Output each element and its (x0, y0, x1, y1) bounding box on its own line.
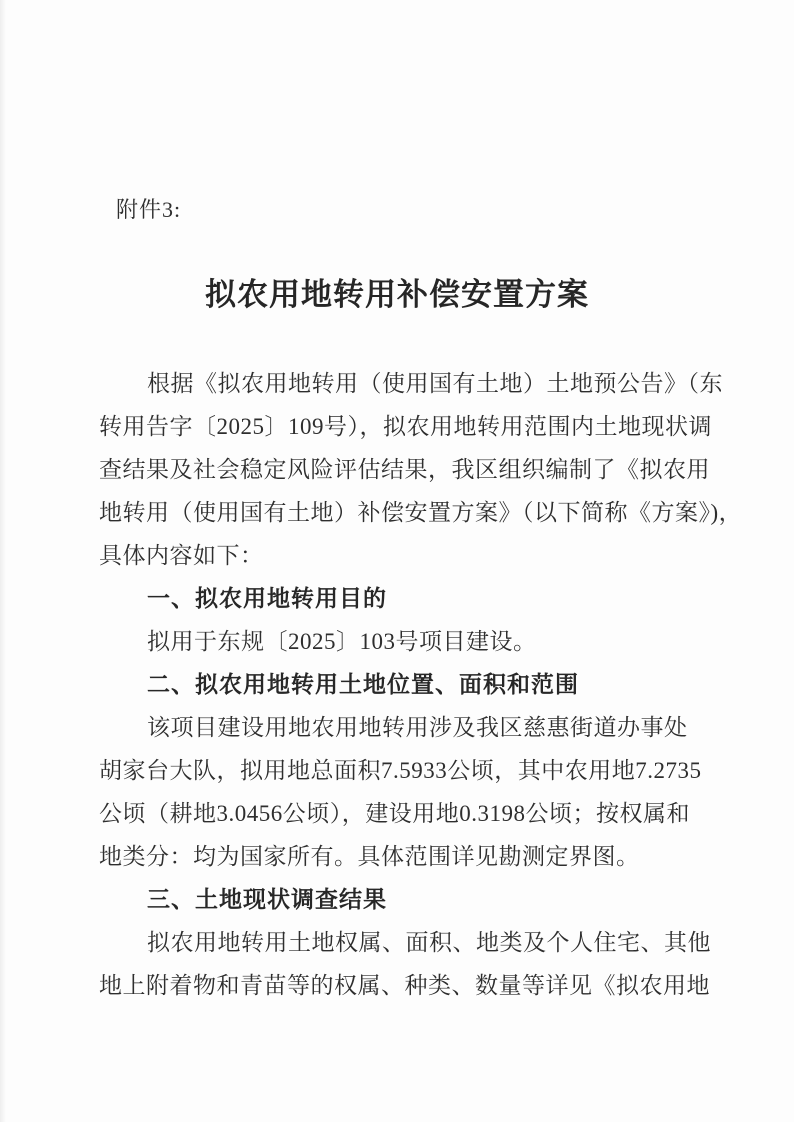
text-line: 根据《拟农用地转用（使用国有土地）土地预公告》（东 (147, 371, 723, 396)
text-line: 转用告字〔2025〕109号），拟农用地转用范围内土地现状调 (99, 414, 712, 439)
text-line: 该项目建设用地农用地转用涉及我区慈惠街道办事处 (147, 715, 688, 740)
text-line: 查结果及社会稳定风险评估结果，我区组织编制了《拟农用 (99, 457, 710, 482)
text-line: 地转用（使用国有土地）补偿安置方案》（以下简称《方案》)， (99, 500, 743, 525)
attachment-label: 附件3: (116, 197, 182, 222)
document-body (99, 362, 743, 1007)
document-title: 拟农用地转用补偿安置方案 (205, 277, 589, 312)
text-line: 胡家台大队，拟用地总面积7.5933公顷，其中农用地7.2735 (99, 758, 702, 783)
text-line: 地上附着物和青苗等的权属、种类、数量等详见《拟农用地 (99, 973, 710, 998)
text-line: 地类分：均为国家所有。具体范围详见勘测定界图。 (99, 844, 640, 869)
scan-edge-shadow (0, 0, 6, 1122)
text-line: 公顷（耕地3.0456公顷），建设用地0.3198公顷；按权属和 (99, 801, 690, 826)
text-line: 三、土地现状调查结果 (147, 886, 387, 912)
text-line: 具体内容如下： (99, 543, 264, 568)
text-line: 二、拟农用地转用土地位置、面积和范围 (147, 671, 579, 697)
text-line: 一、拟农用地转用目的 (147, 585, 387, 611)
text-line: 拟用于东规〔2025〕103号项目建设。 (147, 629, 537, 654)
text-line: 拟农用地转用土地权属、面积、地类及个人住宅、其他 (147, 930, 711, 955)
